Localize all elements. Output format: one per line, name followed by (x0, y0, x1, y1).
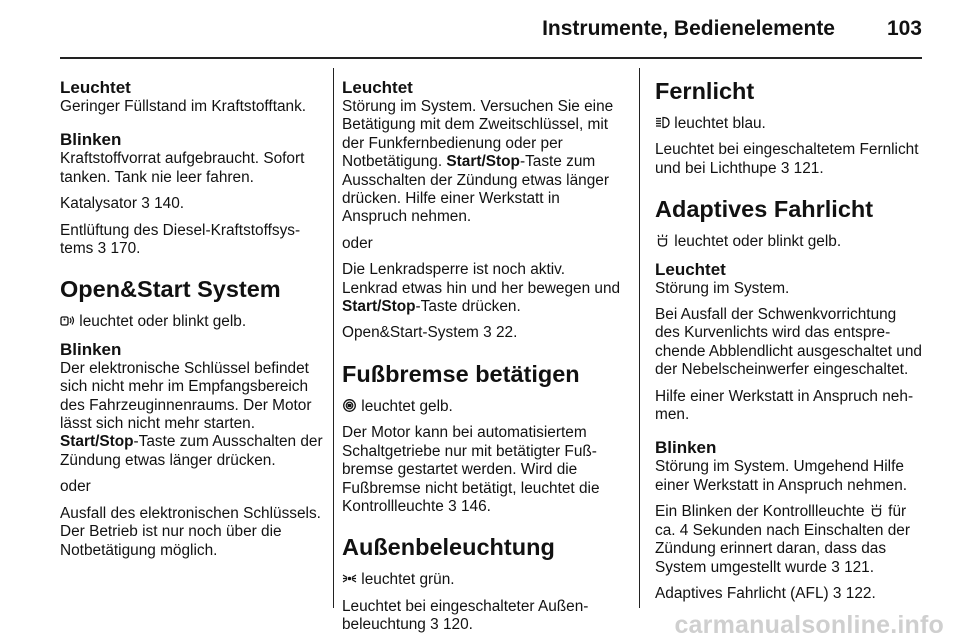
page-reference[interactable]: 121. (793, 159, 824, 177)
paragraph: Der Motor kann bei automatisiertem Schaltgetriebe nur mit betätigter Fußbremse gestartet werden. Wird die Fußbremse nicht betätigt, leuchtet die Kontrollleuchte 3 146. (342, 424, 600, 515)
paragraph: Hilfe einer Werkstatt in Anspruch nehmen. (655, 387, 914, 424)
brake-pedal-icon (342, 399, 357, 412)
column-1 (60, 78, 326, 568)
adaptive-light-icon (869, 504, 884, 517)
paragraph-open-start-ref: Open&Start-System 3 22. (342, 324, 518, 342)
heading-blinken: Blinken (60, 339, 122, 359)
page-reference-icon[interactable]: 3 (448, 497, 457, 515)
adaptive-light-icon (655, 234, 670, 247)
paragraph: leuchtet gelb. (342, 398, 622, 416)
paragraph: leuchtet blau. (655, 115, 922, 133)
page-reference[interactable]: 121. (844, 558, 875, 576)
paragraph: Störung im System. (655, 279, 790, 297)
paragraph: leuchtet oder blinkt gelb. (60, 313, 326, 331)
paragraph-entlueftung: Entlüftung des Diesel-Kraftstoffsystems 3 170. (60, 221, 301, 258)
heading-blinken: Blinken (655, 438, 717, 458)
paragraph-katalysator: Katalysator 3 140. (60, 195, 185, 213)
page-reference[interactable]: 120. (443, 616, 473, 634)
page-reference-icon[interactable]: 3 (780, 159, 790, 177)
page-reference-icon[interactable]: 3 (141, 195, 150, 213)
paragraph: Der elektronische Schlüssel befindet sich nicht mehr im Empfangsbereich des Fahrzeuginnenraums. Der Motor lässt sich nicht mehr starten. Start/Stop-Taste zum Ausschalten der Zündung etwas länger drücken. (60, 359, 323, 469)
paragraph: Störung im System. Umgehend Hilfe einer Werkstatt in Anspruch nehmen. (655, 458, 908, 494)
heading-leuchtet: Leuchtet (60, 78, 131, 97)
column-3 (655, 78, 922, 611)
paragraph: Leuchtet bei eingeschaltetem Fernlicht und bei Lichthupe 3 121. (655, 141, 919, 177)
column-2 (342, 78, 622, 643)
section-heading-fussbremse: Fußbremse betätigen (342, 360, 580, 387)
page-reference-icon[interactable]: 3 (832, 584, 842, 602)
start-stop-label: Start/Stop (60, 433, 134, 451)
paragraph: oder (60, 478, 91, 496)
page-reference-icon[interactable]: 3 (430, 616, 439, 634)
page-reference-icon[interactable]: 3 (483, 324, 492, 342)
page-reference[interactable]: 170. (110, 240, 141, 258)
section-heading-aussenbeleuchtung: Außenbeleuchtung (342, 534, 555, 561)
start-stop-label: Start/Stop (342, 298, 416, 316)
high-beam-icon (655, 116, 670, 129)
paragraph: leuchtet oder blinkt gelb. (655, 233, 922, 251)
paragraph: Kraftstoffvorrat aufgebraucht. Sofort tanken. Tank nie leer fahren. (60, 150, 305, 186)
paragraph: Ein Blinken der Kontrollleuchte für ca. 4 Sekunden nach Einschalten der Zündung erinnert daran, dass das System umgestellt wurde 3 121. (655, 503, 910, 576)
paragraph: Adaptives Fahrlicht (AFL) 3 122. (655, 584, 876, 602)
section-heading-adaptives-fahrlicht: Adaptives Fahrlicht (655, 196, 874, 223)
paragraph: Ausfall des elektronischen Schlüssels. Der Betrieb ist nur noch über die Notbetätigung möglich. (60, 504, 321, 559)
page-reference[interactable]: 22. (495, 324, 518, 342)
section-heading-fernlicht: Fernlicht (655, 78, 755, 104)
paragraph: Geringer Füllstand im Kraftstofftank. (60, 98, 307, 115)
page-reference[interactable]: 146. (460, 497, 491, 515)
column-divider (639, 68, 640, 608)
watermark: carmanualsonline.info (674, 611, 944, 639)
column-divider (333, 68, 334, 608)
page-reference[interactable]: 122. (845, 584, 876, 602)
section-heading-open-start: Open&Start System (60, 276, 281, 303)
page-header-title: Instrumente, Bedienelemente (542, 17, 835, 40)
open-start-key-icon (60, 314, 75, 327)
page-reference-icon[interactable]: 3 (831, 558, 840, 576)
heading-blinken: Blinken (60, 130, 122, 150)
heading-leuchtet: Leuchtet (342, 78, 413, 97)
page-number: 103 (886, 17, 922, 40)
exterior-light-icon (342, 572, 357, 585)
header-rule (60, 57, 922, 59)
paragraph: leuchtet grün. (342, 571, 622, 589)
paragraph: oder (342, 234, 373, 252)
paragraph: Leuchtet bei eingeschalteter Außenbeleuchtung 3 120. (342, 597, 589, 634)
page-reference-icon[interactable]: 3 (97, 240, 107, 258)
paragraph: Störung im System. Versuchen Sie eine Betätigung mit dem Zweitschlüssel, mit der Funkfernbedienung oder per Notbetätigung. Start/Stop-Taste zum Ausschalten der Zündung etwas länger drücken. Hilfe einer Werkstatt in Anspruch nehmen. (342, 98, 614, 226)
page-reference[interactable]: 140. (154, 195, 185, 213)
heading-leuchtet: Leuchtet (655, 259, 726, 279)
start-stop-label: Start/Stop (446, 153, 520, 171)
paragraph: Die Lenkradsperre ist noch aktiv. Lenkrad etwas hin und her bewegen und Start/Stop-Taste drücken. (342, 261, 621, 316)
paragraph: Bei Ausfall der Schwenkvorrichtung des Kurvenlichts wird das entsprechende Abblendlicht ausgeschaltet und der Nebelscheinwerfer eingeschaltet. (655, 306, 922, 379)
